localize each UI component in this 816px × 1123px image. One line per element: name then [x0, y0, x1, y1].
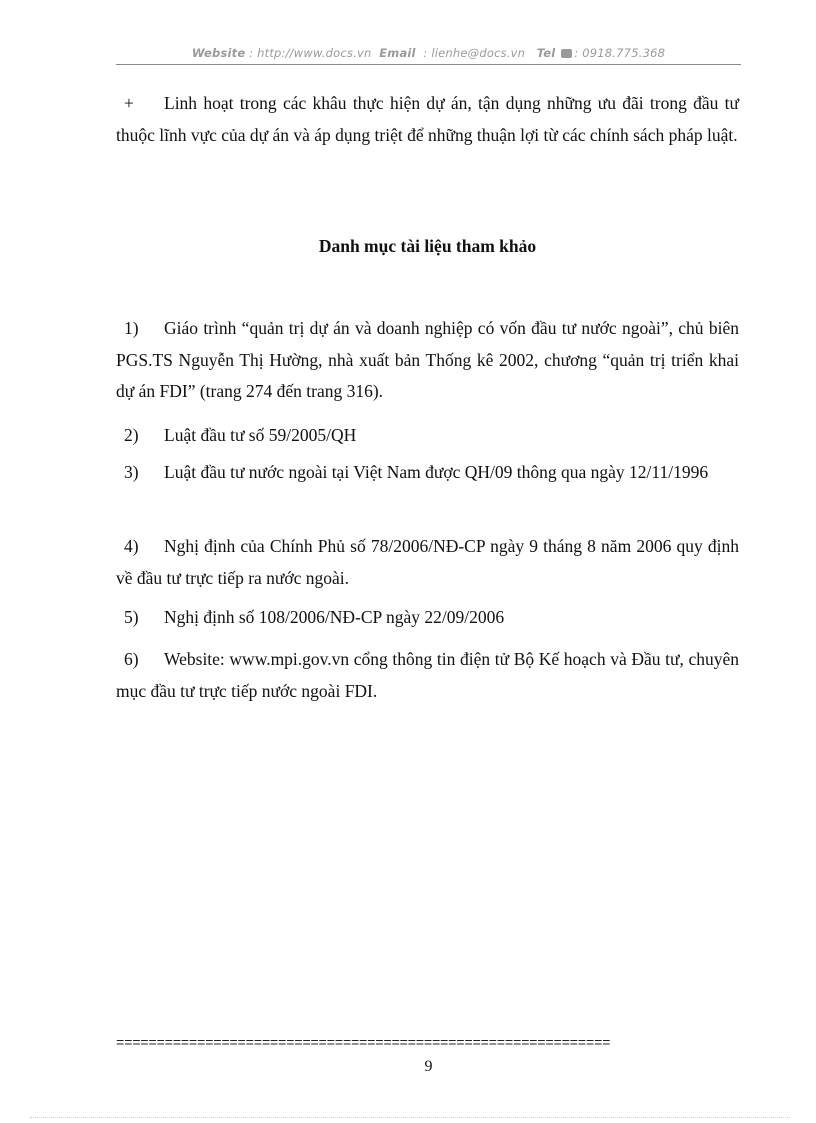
website-url[interactable]: : http://www.docs.vn	[249, 46, 372, 60]
reference-text: Luật đầu tư số 59/2005/QH	[164, 425, 357, 445]
reference-number: 4)	[124, 536, 139, 556]
reference-number: 1)	[124, 318, 139, 338]
reference-number: 3)	[124, 462, 139, 482]
intro-paragraph	[116, 88, 739, 151]
email-label: Email	[379, 46, 416, 60]
page-edge-dots	[30, 1117, 790, 1118]
reference-text: Website: www.mpi.gov.vn cổng thông tin điện tử Bộ Kế hoạch và Đầu tư, chuyên mục đầu tư trực tiếp nước ngoài FDI.	[116, 649, 739, 701]
header-divider	[116, 64, 741, 65]
reference-item	[116, 644, 739, 707]
reference-text: Luật đầu tư nước ngoài tại Việt Nam được QH/09 thông qua ngày 12/11/1996	[164, 462, 709, 482]
phone-icon	[561, 49, 572, 58]
references-title: Danh mục tài liệu tham khảo	[318, 236, 537, 256]
reference-number: 2)	[124, 425, 139, 445]
reference-text: Giáo trình “quản trị dự án và doanh nghiệp có vốn đầu tư nước ngoài”, chủ biên PGS.TS Nguyễn Thị Hường, nhà xuất bản Thống kê 2002, chương “quản trị triển khai dự án FDI” (trang 274 đến trang 316).	[116, 318, 739, 401]
reference-item	[116, 457, 739, 489]
reference-item	[116, 420, 739, 452]
tel-value: : 0918.775.368	[574, 46, 666, 60]
reference-item	[116, 313, 739, 408]
footer-divider: =============================================================	[116, 1036, 611, 1052]
reference-text: Nghị định của Chính Phủ số 78/2006/NĐ-CP ngày 9 tháng 8 năm 2006 quy định về đầu tư trực tiếp ra nước ngoài.	[116, 536, 739, 588]
email-value[interactable]: : lienhe@docs.vn	[423, 46, 526, 60]
reference-number: 5)	[124, 607, 139, 627]
tel-label: Tel	[536, 46, 556, 60]
reference-text: Nghị định số 108/2006/NĐ-CP ngày 22/09/2006	[164, 607, 505, 627]
reference-number: 6)	[124, 649, 139, 669]
website-label: Website	[191, 46, 246, 60]
page-number: 9	[424, 1058, 433, 1075]
page-header	[116, 46, 741, 60]
bullet-marker: +	[124, 93, 134, 113]
reference-item	[116, 531, 739, 594]
reference-item	[116, 602, 739, 634]
intro-text: Linh hoạt trong các khâu thực hiện dự án, tận dụng những ưu đãi trong đầu tư thuộc lĩnh vực của dự án và áp dụng triệt để những thuận lợi từ các chính sách pháp luật.	[116, 93, 739, 145]
